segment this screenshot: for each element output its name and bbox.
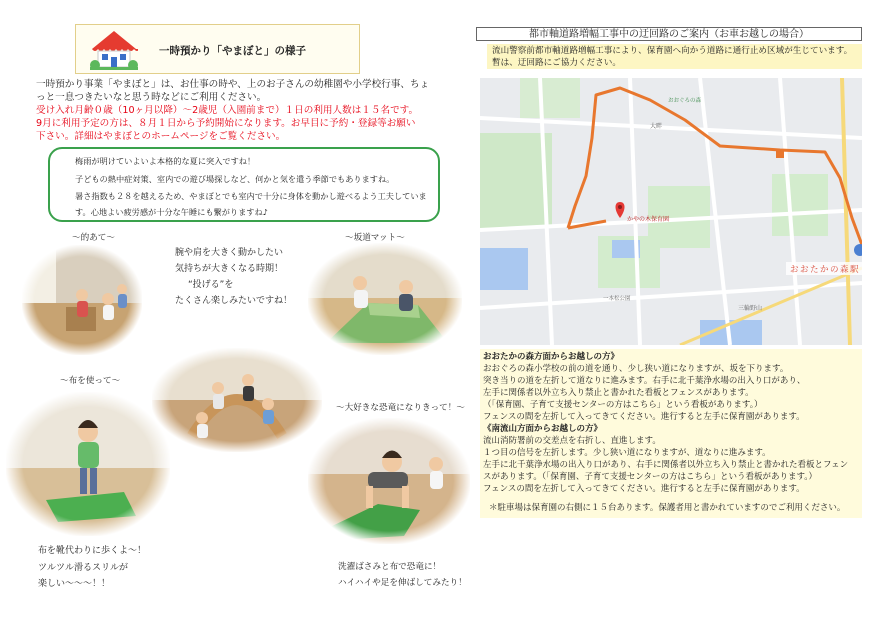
dinosaur-comment-line: 洗濯ばさみと布で恐竜に！ bbox=[338, 562, 442, 572]
map-canvas bbox=[480, 78, 862, 345]
cloth-comment-line: ツルツル滑るスリルが bbox=[38, 563, 129, 573]
park-area bbox=[772, 174, 828, 236]
cloth-comment-line: 布を靴代わりに歩くよ～！ bbox=[38, 546, 147, 556]
caption-slope: ～坂道マット～ bbox=[345, 233, 405, 243]
intro-line: 一時預かり事業「やまぼと」は、お仕事の時や、上のお子さんの幼稚園や小学校行事、ちょ bbox=[36, 79, 430, 90]
target-comment-line: たくさん楽しみたいですね！ bbox=[175, 296, 293, 306]
notice-line: 受け入れ月齢０歳（10ヶ月以降）～2歳児（入園前まで）１日の利用人数は１５名です。 bbox=[36, 105, 419, 116]
directions-line: （「保育園、子育て支援センターの方はこちら」という看板があります。） bbox=[483, 400, 763, 410]
directions-line: １つ目の信号を左折します。少し狭い道になりますが、道なりに進みます。 bbox=[483, 448, 771, 458]
section-header bbox=[75, 24, 360, 74]
photo-dinosaur-play bbox=[308, 418, 470, 544]
photo-arch-play bbox=[152, 348, 322, 452]
child-figure bbox=[76, 289, 88, 317]
child-figure bbox=[196, 412, 208, 438]
water-area bbox=[480, 248, 528, 290]
summer-message-box bbox=[48, 147, 440, 222]
map-label-nursery: かやの木保育園 bbox=[627, 216, 670, 223]
directions-line: 左手に北千葉浄水場の出入り口があり、右手に関係者以外立ち入り禁止と書かれた看板とフェン bbox=[483, 460, 849, 470]
map-label-station: おおたかの森駅 bbox=[790, 265, 861, 275]
map-label-miwanoyama: 三輪野山 bbox=[738, 305, 763, 312]
dinosaur-comment-line: ハイハイや足を伸ばしてみたり！ bbox=[338, 578, 467, 588]
child-figure bbox=[102, 293, 114, 320]
notice-line: 9月に利用予定の方は、８月１日から予約開始になります。お早目に予約・登録等お願い bbox=[36, 118, 416, 129]
directions-line: フェンスの間を左折して入ってきてください。進行すると左手に保育園があります。 bbox=[483, 412, 805, 422]
detour-title-box bbox=[476, 27, 862, 41]
house-icon bbox=[90, 29, 138, 71]
detour-notice bbox=[487, 44, 862, 69]
caption-cloth: ～布を使って～ bbox=[60, 376, 121, 386]
directions-line: フェンスの間を左折して入ってきてください。進行すると左手に保育園があります。 bbox=[483, 484, 805, 494]
detour-notice-line: 暫は、迂回路にご協力ください。 bbox=[492, 58, 621, 68]
summer-line: 暑さ指数も２８を越えるため、やまぼとでも室内で十分に身体を動かし遊べるよう工夫していま bbox=[75, 191, 427, 201]
child-figure bbox=[353, 276, 368, 308]
park-area bbox=[520, 78, 580, 118]
child-figure bbox=[399, 280, 413, 311]
directions-line: 流山消防署前の交差点を右折し、直進します。 bbox=[483, 436, 661, 446]
directions-line: 左手に関係者以外立ち入り禁止と書かれた看板とフェンスがあります。 bbox=[483, 388, 754, 398]
map-label-forest: おおぐろの森 bbox=[668, 98, 702, 104]
map-label-park: 一本松公園 bbox=[603, 296, 631, 302]
cloth-comment-line: 楽しい～～～！！ bbox=[38, 579, 111, 589]
summer-line: 子どもの熱中症対策、室内での遊び場探しなど、何かと気を遣う季節でもありますね。 bbox=[75, 174, 395, 184]
photo-slope-mat bbox=[308, 243, 462, 355]
parking-note: ＊駐車場は保育園の右側に１５台あります。保護者用と書かれていますのでご利用ください。 bbox=[489, 503, 846, 513]
directions-heading: おおたかの森方面からお越しの方》 bbox=[483, 352, 620, 362]
place-icon bbox=[776, 150, 784, 158]
directions-line: スがあります。（「保育園、子育て支援センターの方はこちら」という看板があります。） bbox=[483, 472, 818, 482]
child-figure bbox=[212, 382, 224, 409]
directions-box bbox=[480, 349, 862, 518]
child-figure bbox=[262, 398, 274, 424]
detour-title: 都市軸道路増幅工事中の迂回路のご案内（お車お越しの場合） bbox=[529, 29, 809, 40]
caption-dinosaur: ～大好きな恐竜になりきって！～ bbox=[336, 403, 465, 413]
intro-line: っと一息つきたいなと思う時などにご利用ください。 bbox=[36, 92, 267, 103]
summer-line: す。心地よい疲労感が十分な午睡にも繋がりますね♪ bbox=[75, 207, 268, 217]
directions-heading: 《南流山方面からお越しの方》 bbox=[483, 424, 603, 434]
directions-line: おおぐろの森小学校の前の道を通り、少し狭い道になりますが、坂を下ります。 bbox=[483, 364, 789, 374]
detour-map[interactable] bbox=[480, 78, 862, 345]
caption-target: ～的あて～ bbox=[72, 233, 115, 243]
child-figure bbox=[117, 284, 127, 308]
page-title: 一時預かり「やまぼと」の様子 bbox=[159, 45, 306, 57]
photo-target-play bbox=[22, 245, 142, 355]
directions-line: 突き当りの道を左折して道なりに進みます。右手に北千葉浄水場の出入り口があり、 bbox=[483, 376, 806, 386]
detour-notice-line: 流山警察前都市軸道路増幅工事により、保育園へ向かう道路に通行止め区域が生じています。 bbox=[492, 46, 853, 56]
child-figure bbox=[429, 457, 443, 489]
photo-cloth-walking bbox=[6, 392, 170, 536]
summer-line: 梅雨が明けていよいよ本格的な夏に突入ですね！ bbox=[75, 156, 256, 166]
notice-line: 下さい。詳細はやまぼとのホームページをご覧ください。 bbox=[36, 131, 286, 142]
target-comment-line: 腕や肩を大きく動かしたい bbox=[175, 248, 284, 258]
target-comment-line: “投げる”を bbox=[188, 280, 234, 290]
target-comment-line: 気持ちが大きくなる時期！ bbox=[175, 264, 284, 274]
map-label-oaza: 大畔 bbox=[650, 123, 663, 130]
child-figure bbox=[242, 374, 254, 401]
